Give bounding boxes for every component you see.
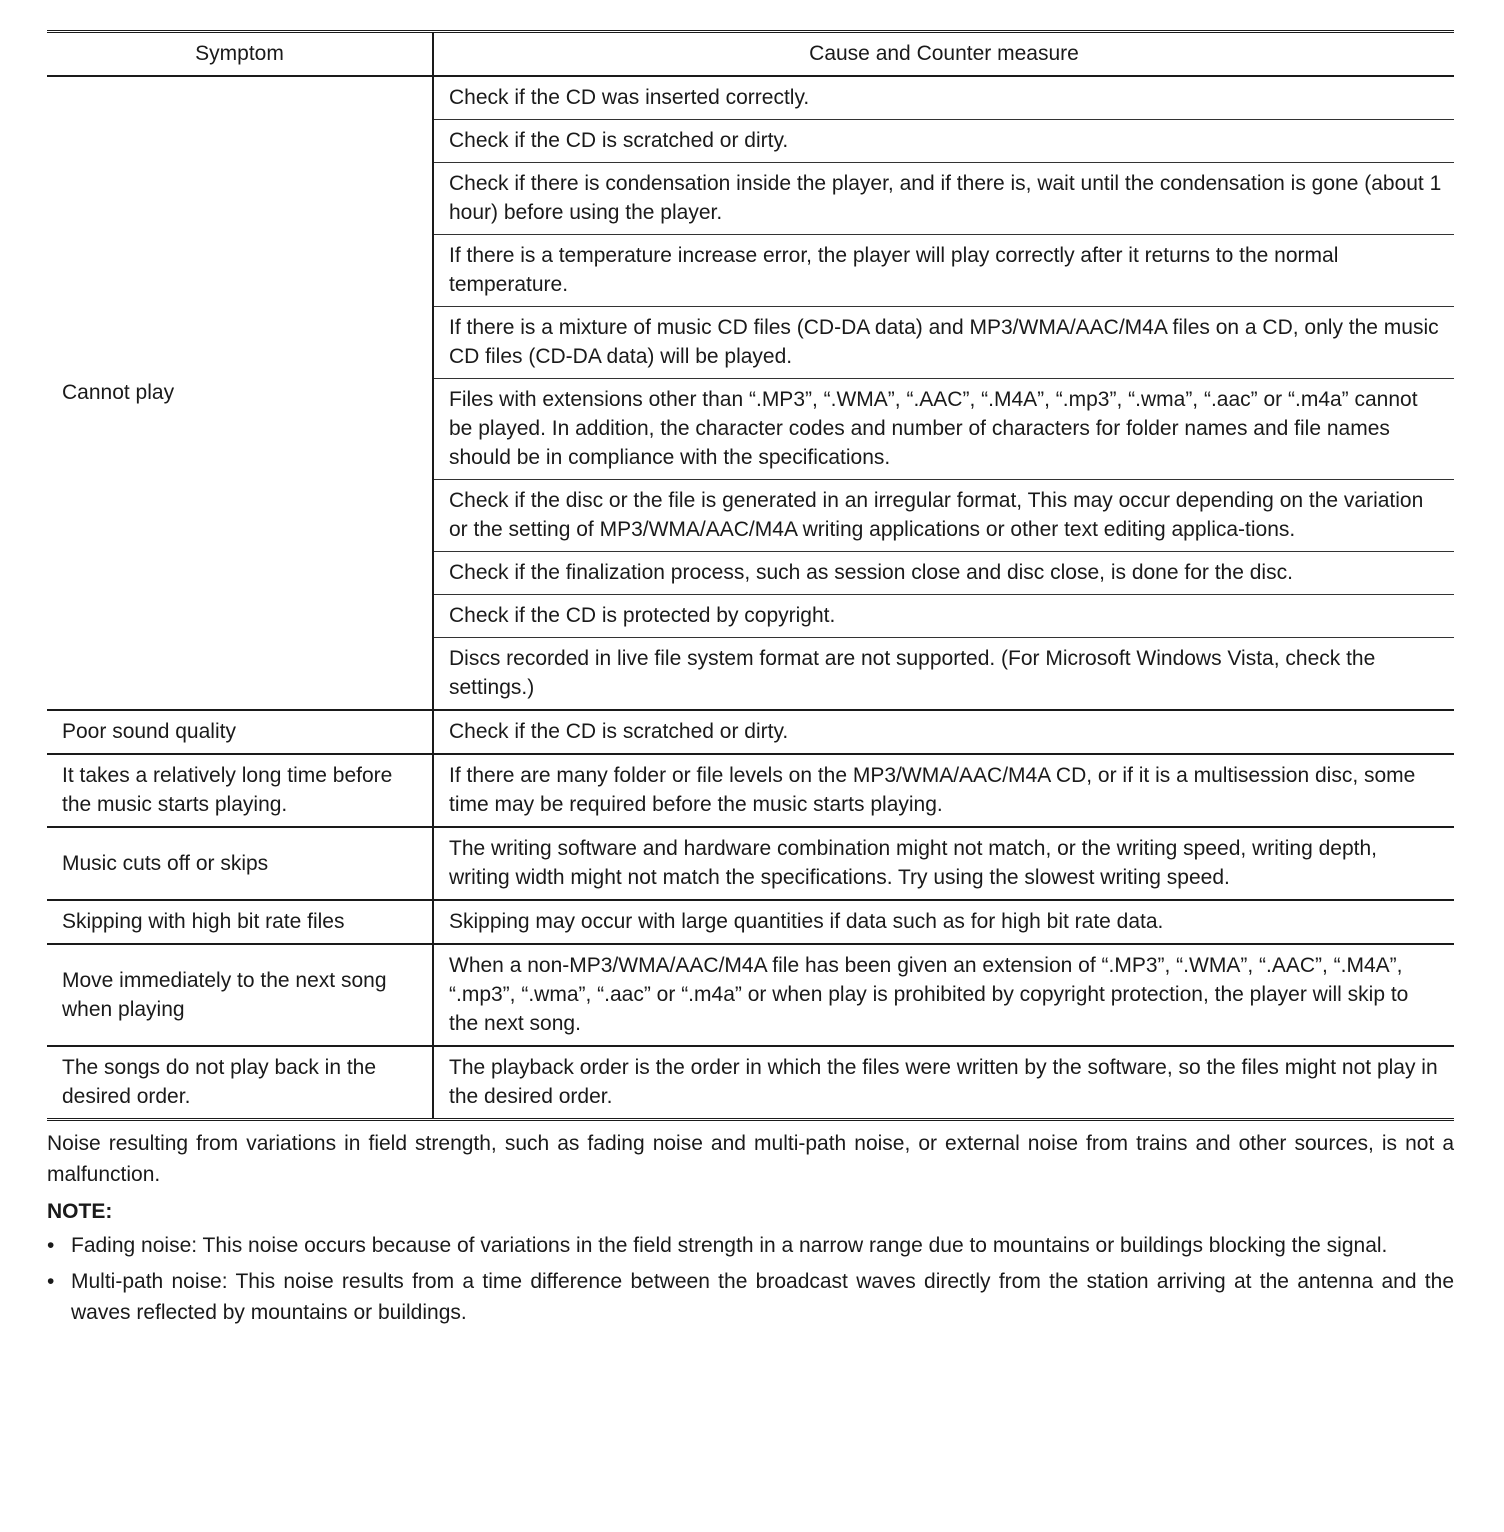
note-list <box>47 1230 1454 1328</box>
cause-column-header: Cause and Counter measure <box>433 32 1454 77</box>
note-heading: NOTE: <box>47 1200 113 1223</box>
symptom-cell: The songs do not play back in the desired order. <box>47 1046 433 1120</box>
table-row <box>47 76 1454 120</box>
table-row <box>47 754 1454 827</box>
symptom-cell: It takes a relatively long time before the music starts playing. <box>47 754 433 827</box>
cause-cell: Check if the CD is scratched or dirty. <box>433 120 1454 163</box>
symptom-cell: Poor sound quality <box>47 710 433 754</box>
symptom-column-header: Symptom <box>47 32 433 77</box>
symptom-cell: Music cuts off or skips <box>47 827 433 900</box>
noise-paragraph: Noise resulting from variations in field strength, such as fading noise and multi-path noise, or external noise from trains and other sources, is not a malfunction. <box>47 1132 1454 1186</box>
table-row <box>47 944 1454 1046</box>
troubleshooting-table <box>47 30 1454 1121</box>
list-item-text: Multi-path noise: This noise results from a time difference between the broadcast waves directly from the station arriving at the antenna and the waves reflected by mountains or buildings. <box>71 1270 1454 1324</box>
cause-cell: Check if the disc or the file is generated in an irregular format, This may occur depending on the variation or the setting of MP3/WMA/AAC/M4A writing applications or other text editing applica-tions. <box>433 480 1454 552</box>
table-row <box>47 710 1454 754</box>
table-row <box>47 1046 1454 1120</box>
cause-cell: If there is a temperature increase error, the player will play correctly after it returns to the normal temperature. <box>433 235 1454 307</box>
table-header-row <box>47 32 1454 77</box>
cause-cell: Check if the CD was inserted correctly. <box>433 76 1454 120</box>
bullet-icon: • <box>47 1234 55 1257</box>
cause-cell: If there are many folder or file levels on the MP3/WMA/AAC/M4A CD, or if it is a multisession disc, some time may be required before the music starts playing. <box>433 754 1454 827</box>
table-row <box>47 900 1454 944</box>
cause-cell: Files with extensions other than “.MP3”, “.WMA”, “.AAC”, “.M4A”, “.mp3”, “.wma”, “.aac” or “.m4a” cannot be played. In addition, the character codes and number of characters for folder names and file names should be in compliance with the specifications. <box>433 379 1454 480</box>
symptom-cell: Skipping with high bit rate files <box>47 900 433 944</box>
table-row <box>47 827 1454 900</box>
cause-cell: The writing software and hardware combination might not match, or the writing speed, writing depth, writing width might not match the specifications. Try using the slowest writing speed. <box>433 827 1454 900</box>
bullet-icon: • <box>47 1270 55 1293</box>
cause-cell: Check if the CD is scratched or dirty. <box>433 710 1454 754</box>
list-item <box>47 1266 1454 1328</box>
cause-cell: The playback order is the order in which the files were written by the software, so the files might not play in the desired order. <box>433 1046 1454 1120</box>
document-page <box>47 30 1454 1333</box>
notes-section <box>47 1128 1454 1328</box>
cause-cell: Check if the finalization process, such as session close and disc close, is done for the disc. <box>433 552 1454 595</box>
symptom-cell: Move immediately to the next song when playing <box>47 944 433 1046</box>
list-item-text: Fading noise: This noise occurs because of variations in the field strength in a narrow range due to mountains or buildings blocking the signal. <box>71 1234 1388 1257</box>
cause-cell: Skipping may occur with large quantities if data such as for high bit rate data. <box>433 900 1454 944</box>
symptom-cell: Cannot play <box>47 76 433 710</box>
cause-cell: Discs recorded in live file system format are not supported. (For Microsoft Windows Vista, check the settings.) <box>433 638 1454 711</box>
cause-cell: When a non-MP3/WMA/AAC/M4A file has been given an extension of “.MP3”, “.WMA”, “.AAC”, “.M4A”, “.mp3”, “.wma”, “.aac” or “.m4a” or when play is prohibited by copyright protection, the player will skip to the next song. <box>433 944 1454 1046</box>
list-item <box>47 1230 1454 1261</box>
cause-cell: Check if there is condensation inside the player, and if there is, wait until the condensation is gone (about 1 hour) before using the player. <box>433 163 1454 235</box>
cause-cell: If there is a mixture of music CD files (CD-DA data) and MP3/WMA/AAC/M4A files on a CD, only the music CD files (CD-DA data) will be played. <box>433 307 1454 379</box>
cause-cell: Check if the CD is protected by copyright. <box>433 595 1454 638</box>
